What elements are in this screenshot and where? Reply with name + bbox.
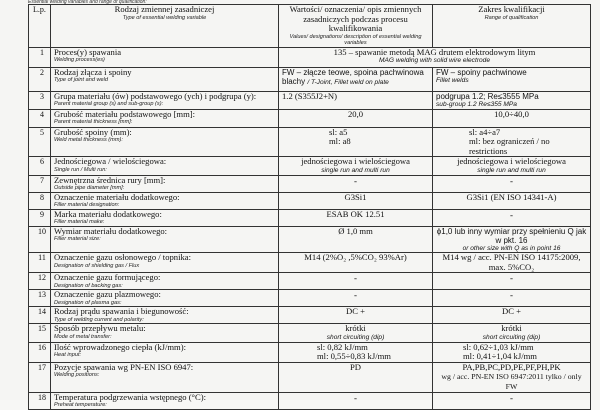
row-number: 5 <box>29 127 51 157</box>
row-number: 1 <box>29 47 51 67</box>
range-cell: - <box>433 290 591 307</box>
range-cell <box>433 67 591 91</box>
table-row <box>29 342 591 362</box>
variable-cell <box>51 307 279 324</box>
row-number: 17 <box>29 362 51 392</box>
range-cell <box>433 91 591 109</box>
header-values-pl: Wartości/ oznaczenia/ opis zmiennych zasadniczych podczas procesu kwalifikowania <box>289 4 422 34</box>
variable-pl: Temperatura podgrzewania wstępnego (°C): <box>54 392 206 402</box>
row-number: 7 <box>29 175 51 192</box>
value-cell: ESAB OK 12.51 <box>279 209 433 226</box>
header-range-en: Range of qualification <box>484 14 539 21</box>
range-pl: jednościegowa i wielościegowa <box>457 156 566 167</box>
variable-en: Parent material thickness [mm]: <box>54 119 133 126</box>
row-number: 4 <box>29 109 51 127</box>
table-row <box>29 91 591 109</box>
range-standard: wg / acc. PN-EN ISO 6947:2011 tylko / only FW <box>441 372 582 391</box>
welding-variables-table <box>28 4 591 410</box>
value-cell <box>279 47 591 67</box>
range-cell <box>433 342 591 362</box>
variable-en: Filler material size: <box>54 236 101 243</box>
value-cell <box>279 157 433 175</box>
variable-pl: Rodzaj prądu spawania i biegunowość: <box>54 306 189 317</box>
row-number: 12 <box>29 273 51 290</box>
variable-cell <box>51 209 279 226</box>
value-cell <box>279 67 433 91</box>
variable-cell <box>51 109 279 127</box>
table-row <box>29 209 591 226</box>
row-number: 6 <box>29 157 51 175</box>
value-cell: Ø 1,0 mm <box>279 226 433 253</box>
value-en: short circuiting (dip) <box>326 333 385 341</box>
value-cell: DC + <box>279 307 433 324</box>
value-cell: - <box>279 273 433 290</box>
range-sl: sl: 0,62÷1,03 kJ/mm <box>463 342 534 352</box>
variable-en: Type of welding current and polarity: <box>54 316 144 323</box>
value-cell: - <box>279 392 433 409</box>
range-cell <box>433 324 591 342</box>
table-row <box>29 362 591 392</box>
variable-pl: Oznaczenie materiału dodatkowego: <box>54 192 180 202</box>
range-ml: ml: 0,41÷1,04 kJ/mm <box>463 351 537 362</box>
variable-cell <box>51 175 279 192</box>
value-cell <box>279 324 433 342</box>
variable-cell <box>51 392 279 409</box>
value-pl: 135 – spawanie metodą MAG drutem elektrodowym litym <box>333 47 536 57</box>
table-row <box>29 127 591 157</box>
variable-en: Designation of plasma gas: <box>54 299 122 306</box>
table-row <box>29 175 591 192</box>
range-positions: PA,PB,PC,PD,PE,PF,PH,PK <box>462 362 561 372</box>
value-cell: G3Si1 <box>279 192 433 209</box>
variable-pl: Grubość spoiny (mm): <box>54 127 132 137</box>
variable-cell <box>51 127 279 157</box>
range-en: Fillet welds <box>436 76 469 84</box>
variable-en: Filler material designation: <box>54 202 120 209</box>
range-cell: M14 wg / acc. PN-EN ISO 14175:2009, max. 5%CO₂ <box>433 253 591 273</box>
value-cell: M14 (2%O₂ ,5%CO₂ 93%Ar) <box>279 253 433 273</box>
row-number: 2 <box>29 67 51 91</box>
variable-cell <box>51 47 279 67</box>
table-row <box>29 157 591 175</box>
header-variable-type <box>51 5 279 48</box>
range-pl: FW – spoiny pachwinowe <box>436 67 527 77</box>
variable-cell <box>51 324 279 342</box>
variable-en: Outside pipe diameter [mm]: <box>54 185 125 192</box>
variable-pl: Oznaczenie gazu formującego: <box>54 272 161 283</box>
variable-pl: Rodzaj złącza i spoiny <box>54 67 132 77</box>
variable-pl: Grubość materiału podstawowego [mm]: <box>54 109 196 119</box>
variable-en: Heat input: <box>54 352 82 359</box>
table-row <box>29 226 591 253</box>
range-cell <box>433 127 591 157</box>
variable-en: Welding process(es) <box>54 57 105 64</box>
value-pl: jednościegowa i wielościegowa <box>301 156 410 167</box>
variable-en: Designation of backing gas: <box>54 282 123 289</box>
value-ml: ml: a8 <box>329 136 351 147</box>
variable-en: Preheat temperature: <box>54 402 107 409</box>
table-row <box>29 47 591 67</box>
value-cell <box>279 91 433 109</box>
table-row <box>29 307 591 324</box>
variable-en: Designation of shielding gas / Flux <box>54 262 140 269</box>
header-values <box>279 5 433 48</box>
value-ml: ml: 0,55÷0,83 kJ/mm <box>317 351 391 362</box>
range-cell: - <box>433 392 591 409</box>
header-variable-type-en: Type of essential welding variable <box>122 14 207 21</box>
value-en: / T-Joint, Fillet weld on plate <box>307 78 389 86</box>
value-en: MAG welding with solid wire electrode <box>378 57 491 65</box>
range-cell <box>433 109 591 127</box>
variable-pl: Sposób przepływu metalu: <box>54 323 146 334</box>
range-pl: krótki <box>501 323 522 334</box>
variable-pl: Pozycje spawania wg PN-EN ISO 6947: <box>54 362 194 372</box>
variable-cell <box>51 362 279 392</box>
row-number: 16 <box>29 342 51 362</box>
value-cell <box>279 127 433 157</box>
variable-pl: Proces(y) spawania <box>54 47 122 57</box>
range-cell: - <box>433 209 591 226</box>
table-row <box>29 109 591 127</box>
variable-en: Weld metal thickness (mm): <box>54 137 123 144</box>
header-values-en: Values/ designations/ description of essential welding variables <box>289 33 422 47</box>
table-row <box>29 273 591 290</box>
header-range <box>433 5 591 48</box>
variable-cell <box>51 273 279 290</box>
row-number: 10 <box>29 226 51 253</box>
row-number: 11 <box>29 253 51 273</box>
range-cell: - <box>433 175 591 192</box>
table-header-row <box>29 5 591 48</box>
value-sl: sl: a5 <box>329 127 348 137</box>
variable-pl: Jednościegowa / wielościegowa: <box>54 156 167 167</box>
range-en: sub-group 1.2 Re≤355 MPa <box>436 100 517 108</box>
header-lp: L.p. <box>29 5 51 48</box>
value-en: single run and multi run <box>321 166 390 174</box>
table-row <box>29 324 591 342</box>
variable-cell <box>51 91 279 109</box>
value-cell: - <box>279 175 433 192</box>
row-number: 9 <box>29 209 51 226</box>
variable-en: Mode of metal transfer: <box>54 333 112 340</box>
range-cell: DC + <box>433 307 591 324</box>
range-en: single run and multi run <box>477 166 546 174</box>
range-en: short circuiting (dip) <box>482 333 541 341</box>
variable-en: Filler material make: <box>54 219 105 226</box>
value-pl: 1.2 (S355J2+N) <box>282 91 337 101</box>
row-number: 8 <box>29 192 51 209</box>
variable-pl: Ilość wprowadzonego ciepła (kJ/mm): <box>54 342 186 352</box>
variable-pl: Marka materiału dodatkowego: <box>54 209 162 219</box>
range-cell <box>433 157 591 175</box>
range-sl: sl: a4÷a7 <box>469 127 501 137</box>
header-range-pl: Zakres kwalifikacji <box>478 4 545 14</box>
range-cell: - <box>433 273 591 290</box>
table-caption: Essential welding variables and range of qualification: <box>28 0 147 4</box>
range-en: or other size with Q as in point 16 <box>462 244 561 252</box>
variable-pl: Oznaczenie gazu plazmowego: <box>54 289 161 300</box>
variable-cell <box>51 342 279 362</box>
value-cell <box>279 109 433 127</box>
row-number: 13 <box>29 290 51 307</box>
value-sl: sl: 0,82 kJ/mm <box>317 342 368 352</box>
range-ml: ml: bez ograniczeń / no restrictions <box>469 136 550 156</box>
variable-en: Welding positions: <box>54 372 100 379</box>
header-variable-type-pl: Rodzaj zmiennej zasadniczej <box>114 4 215 14</box>
table-row <box>29 67 591 91</box>
range-cell: G3Si1 (EN ISO 14341-A) <box>433 192 591 209</box>
row-number: 14 <box>29 307 51 324</box>
variable-en: Type of joint and weld <box>54 77 109 84</box>
range-cell <box>433 362 591 392</box>
row-number: 18 <box>29 392 51 409</box>
range-pl: podgrupa 1.2; Re≤3555 MPa <box>436 91 539 101</box>
variable-cell <box>51 192 279 209</box>
variable-pl: Oznaczenie gazu osłonowego / topnika: <box>54 252 191 263</box>
table-row <box>29 253 591 273</box>
row-number: 3 <box>29 91 51 109</box>
variable-pl: Zewnętrzna średnica rury [mm]: <box>54 175 166 185</box>
table-row <box>29 290 591 307</box>
variable-cell <box>51 290 279 307</box>
value-cell <box>279 342 433 362</box>
variable-cell <box>51 67 279 91</box>
variable-cell <box>51 226 279 253</box>
variable-cell <box>51 157 279 175</box>
range-cell <box>433 226 591 253</box>
range-pl: 10,0÷40,0 <box>494 109 529 119</box>
value-cell: - <box>279 290 433 307</box>
value-pl: FW – złącze teowe, spoina pachwinowa blachy <box>282 67 424 86</box>
variable-cell <box>51 253 279 273</box>
variable-pl: Wymiar materiału dodatkowego: <box>54 226 168 236</box>
value-pl: 20,0 <box>347 109 364 119</box>
variable-en: Single run / Multi run: <box>54 166 107 173</box>
range-pl: ϕ1,0 lub inny wymiar przy spełnieniu Q jak w pkt. 16 <box>436 226 587 245</box>
variable-en: Parent material group (s) and sub-group (s): <box>54 101 164 108</box>
variable-pl: Grupa materiału (ów) podstawowego (ych) i podgrupa (y): <box>54 91 257 101</box>
value-pl: krótki <box>345 323 366 334</box>
table-row <box>29 192 591 209</box>
row-number: 15 <box>29 324 51 342</box>
table-row <box>29 392 591 409</box>
value-cell: PD <box>279 362 433 392</box>
